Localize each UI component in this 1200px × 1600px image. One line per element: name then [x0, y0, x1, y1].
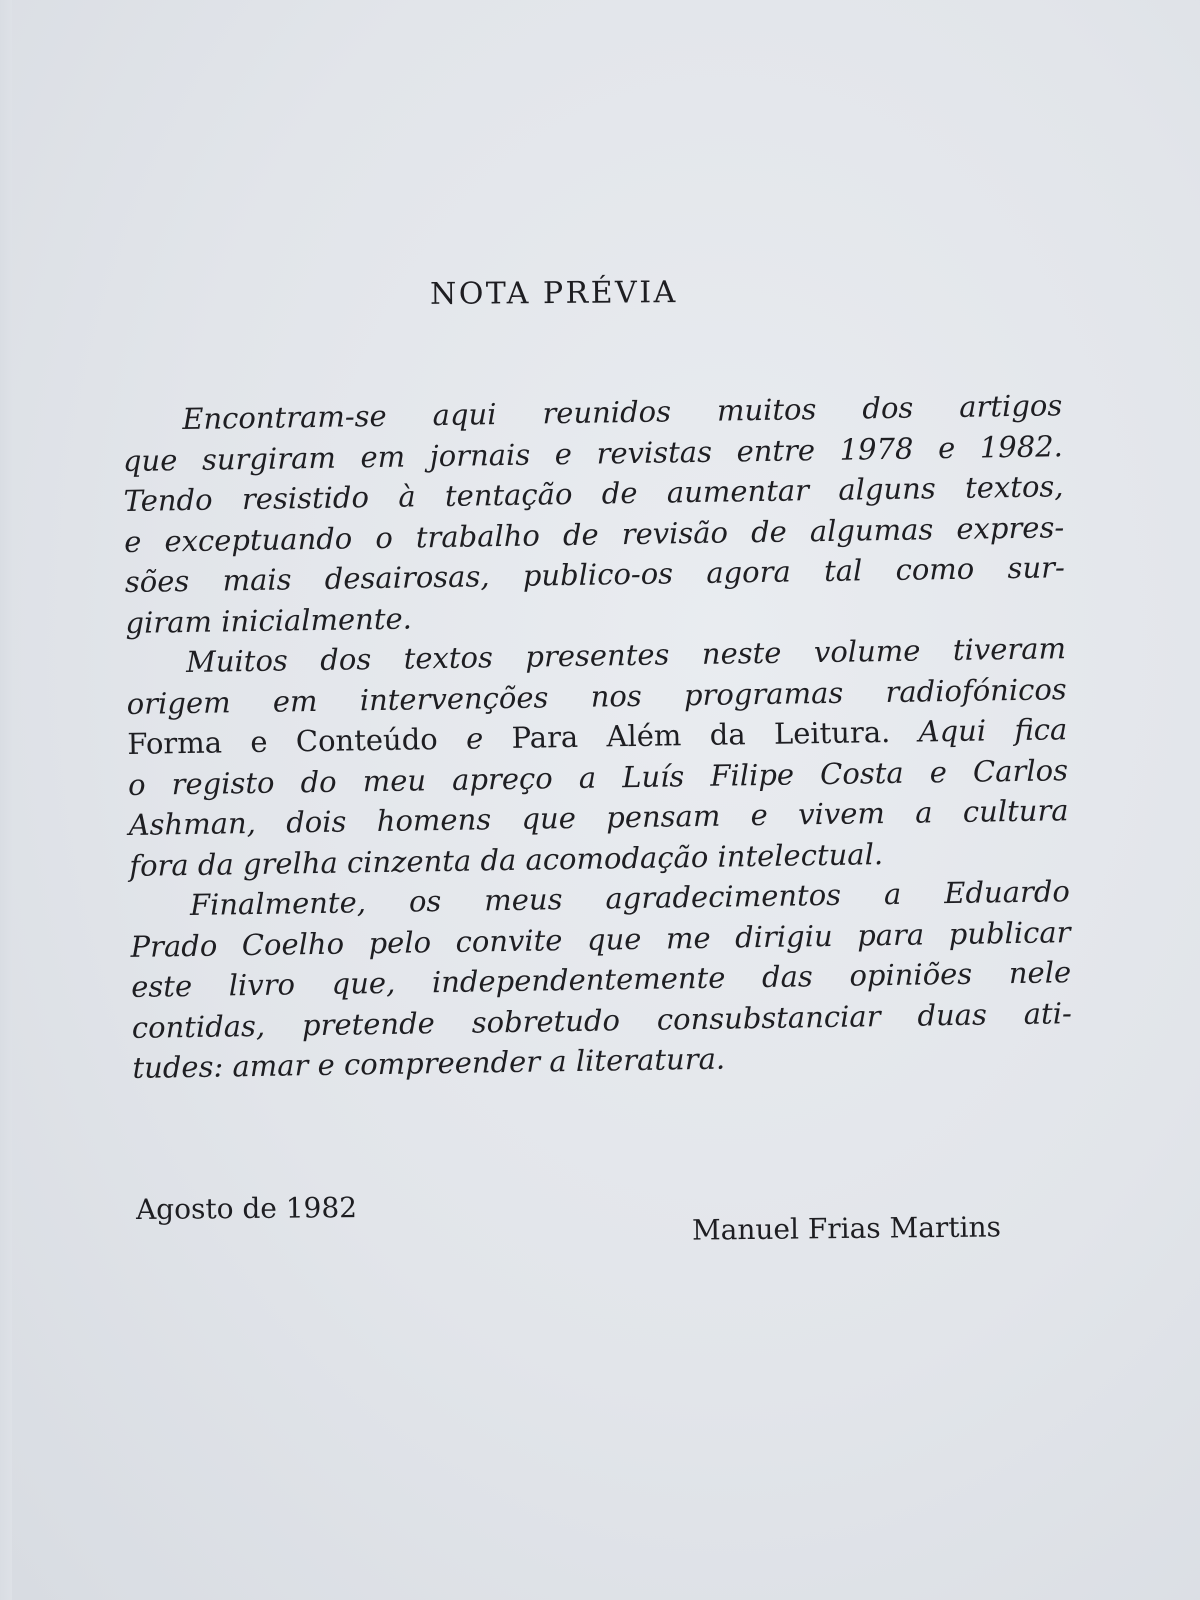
text-line: Prado Coelho pelo convite que me dirigiu para publicar: [130, 914, 1071, 964]
program-title-1: Forma e Conteúdo: [127, 722, 438, 761]
text-line: que surgiram em jornais e revistas entre 1978 e 1982.: [122, 428, 1064, 478]
text-line: Ashman, dois homens que pensam e vivem a cultura: [128, 793, 1069, 842]
line-rest: Aqui fica: [918, 712, 1068, 749]
connector-word: e: [465, 721, 484, 756]
body-text: [122, 385, 1073, 1088]
text-line: Muitos dos textos presentes neste volume tiveram: [185, 631, 1067, 680]
paragraph-2: [126, 628, 1070, 886]
paragraph-3: [130, 871, 1073, 1088]
text-line: e exceptuando o trabalho de revisão de algumas expres-: [123, 509, 1065, 559]
text-line: o registo do meu apreço a Luís Filipe Costa e Carlos: [127, 752, 1069, 802]
text-line: origem em intervenções nos programas radiofónicos: [126, 671, 1067, 721]
text-line: este livro que, independentemente das opiniões nele: [130, 955, 1072, 1004]
text-line: Finalmente, os meus agradecimentos a Eduardo: [189, 874, 1071, 922]
page-title: NOTA PRÉVIA: [429, 275, 678, 312]
text-line: Tendo resistido à tentação de aumentar alguns textos,: [123, 469, 1064, 518]
book-page: [12, 0, 1200, 1600]
program-title-2: Para Além da Leitura.: [511, 714, 891, 755]
text-line: giram inicialmente.: [125, 600, 413, 640]
text-line: sões mais desairosas, publico-os agora tal como sur-: [124, 550, 1066, 599]
text-line: tudes: amar e compreender a literatura.: [132, 1041, 726, 1085]
text-line: Encontram-se aqui reunidos muitos dos artigos: [182, 388, 1063, 437]
date-line: Agosto de 1982: [135, 1191, 358, 1226]
text-line: fora da grelha cinzenta da acomodação intelectual.: [129, 836, 884, 883]
text-line: contidas, pretende sobretudo consubstanciar duas ati-: [131, 995, 1073, 1045]
author-signature: Manuel Frias Martins: [691, 1210, 1002, 1247]
paragraph-1: [122, 385, 1066, 643]
